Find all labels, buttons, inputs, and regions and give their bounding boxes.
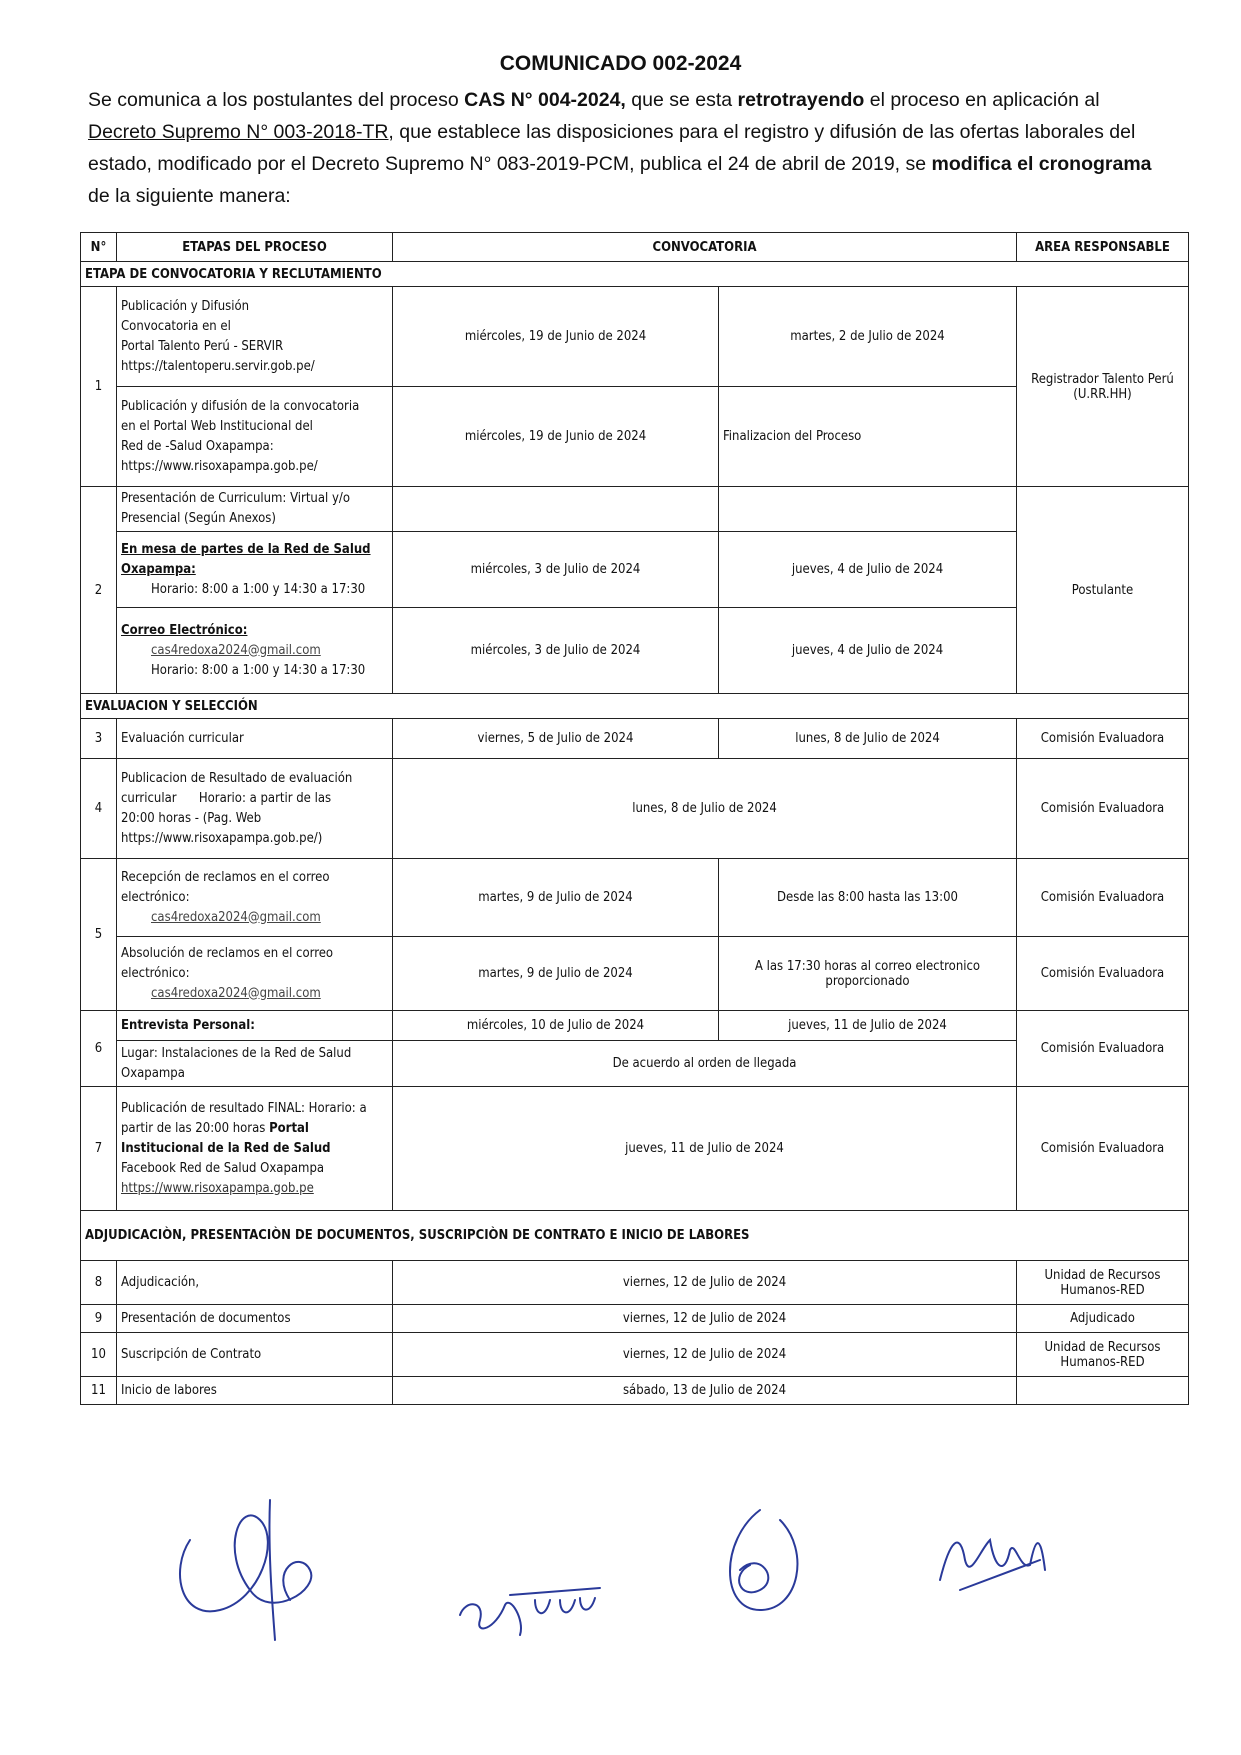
stage-link: https://www.risoxapampa.gob.pe/ — [121, 458, 318, 474]
stage-link: https://talentoperu.servir.gob.pe/ — [121, 358, 315, 374]
stage-line: Convocatoria en el — [121, 318, 231, 334]
empty-cell — [719, 487, 1017, 532]
stage-cell: Lugar: Instalaciones de la Red de Salud Oxapampa — [117, 1041, 393, 1087]
date-cell: jueves, 11 de Julio de 2024 — [393, 1087, 1017, 1211]
intro-text: Se comunica a los postulantes del proceso — [88, 89, 465, 111]
stage-line: 20:00 horas - (Pag. Web — [121, 810, 262, 826]
start-date: miércoles, 3 de Julio de 2024 — [393, 532, 719, 608]
end-date: jueves, 11 de Julio de 2024 — [719, 1011, 1017, 1041]
table-row — [81, 859, 1189, 937]
start-date: miércoles, 10 de Julio de 2024 — [393, 1011, 719, 1041]
page-title: COMUNICADO 002-2024 — [499, 52, 742, 75]
start-date: martes, 9 de Julio de 2024 — [393, 859, 719, 937]
stage-cell — [117, 937, 393, 1011]
section-row — [81, 694, 1189, 719]
row-number: 10 — [81, 1333, 117, 1377]
end-date: lunes, 8 de Julio de 2024 — [719, 719, 1017, 759]
table-row — [81, 759, 1189, 859]
stage-text: Publicación de resultado FINAL: Horario: a partir de las 20:00 horas — [121, 1100, 367, 1136]
stage-line: Portal Talento Perú - SERVIR — [121, 338, 284, 354]
stage-cell: Presentación de documentos — [117, 1305, 393, 1333]
start-date: miércoles, 3 de Julio de 2024 — [393, 608, 719, 694]
stage-title — [121, 540, 388, 580]
stage-cell — [117, 532, 393, 608]
section-evaluacion: EVALUACION Y SELECCIÓN — [81, 694, 1189, 719]
area-cell: Comisión Evaluadora — [1017, 1087, 1189, 1211]
row-number: 8 — [81, 1261, 117, 1305]
intro-text: el proceso en aplicación al — [864, 89, 1100, 111]
schedule-table — [80, 232, 1189, 1405]
table-row — [81, 937, 1189, 1011]
stage-hours: Horario: 8:00 a 1:00 y 14:30 a 17:30 — [151, 662, 366, 678]
area-cell: Comisión Evaluadora — [1017, 859, 1189, 937]
area-cell: Comisión Evaluadora — [1017, 1011, 1189, 1087]
intro-decreto: Decreto Supremo N° 003-2018-TR, — [88, 121, 394, 143]
area-cell: Comisión Evaluadora — [1017, 719, 1189, 759]
intro-text: que establece las disposiciones para el registro y difusión de las ofertas laborales del estado, modificado por el Decreto Supremo N° 083-2019-PCM, publica el 24 de abril de 2019, se — [88, 121, 1136, 175]
stage-cell — [117, 759, 393, 859]
date-cell: viernes, 12 de Julio de 2024 — [393, 1305, 1017, 1333]
stage-line: Publicacion de Resultado de evaluación — [121, 770, 353, 786]
table-row — [81, 487, 1189, 532]
row-number: 3 — [81, 719, 117, 759]
stage-cell: Evaluación curricular — [117, 719, 393, 759]
stage-line: Publicación y Difusión — [121, 298, 250, 314]
table-row — [81, 1377, 1189, 1405]
stage-title — [121, 621, 388, 641]
stage-line: Red de -Salud Oxapampa: — [121, 438, 274, 454]
stage-title: Entrevista Personal: — [121, 1017, 255, 1033]
empty-cell — [393, 487, 719, 532]
stage-cell — [117, 287, 393, 387]
row-number: 1 — [81, 287, 117, 487]
stage-cell — [117, 1011, 393, 1041]
header-stage: ETAPAS DEL PROCESO — [117, 233, 393, 262]
signature-1 — [150, 1480, 370, 1650]
section-row — [81, 262, 1189, 287]
email-text: cas4redoxa2024@gmail.com — [151, 909, 321, 925]
row-number: 6 — [81, 1011, 117, 1087]
stage-hours: Horario: 8:00 a 1:00 y 14:30 a 17:30 — [151, 581, 366, 597]
intro-text: de la siguiente manera: — [88, 185, 291, 207]
end-date: jueves, 4 de Julio de 2024 — [719, 608, 1017, 694]
table-row — [81, 287, 1189, 387]
email-text: cas4redoxa2024@gmail.com — [151, 985, 321, 1001]
start-date: miércoles, 19 de Junio de 2024 — [393, 387, 719, 487]
section-adjudicacion: ADJUDICACIÒN, PRESENTACIÒN DE DOCUMENTOS, SUSCRIPCIÒN DE CONTRATO E INICIO DE LABORES — [81, 1211, 1189, 1261]
stage-cell: Suscripción de Contrato — [117, 1333, 393, 1377]
section-row — [81, 1211, 1189, 1261]
end-date: A las 17:30 horas al correo electronico proporcionado — [719, 937, 1017, 1011]
stage-cell: Inicio de labores — [117, 1377, 393, 1405]
area-cell: Registrador Talento Perú (U.RR.HH) — [1017, 287, 1189, 487]
section-convocatoria: ETAPA DE CONVOCATORIA Y RECLUTAMIENTO — [81, 262, 1189, 287]
row-number: 2 — [81, 487, 117, 694]
stage-title-text: En mesa de partes de la Red de Salud Oxapampa: — [121, 541, 371, 577]
stage-cell: Adjudicación, — [117, 1261, 393, 1305]
stage-cell — [117, 608, 393, 694]
table-row — [81, 1011, 1189, 1041]
start-date: miércoles, 19 de Junio de 2024 — [393, 287, 719, 387]
stage-title-text: Correo Electrónico: — [121, 622, 248, 638]
date-cell: lunes, 8 de Julio de 2024 — [393, 759, 1017, 859]
table-row — [81, 1261, 1189, 1305]
header-convocatoria: CONVOCATORIA — [393, 233, 1017, 262]
stage-link: https://www.risoxapampa.gob.pe — [121, 1180, 314, 1196]
header-num: N° — [81, 233, 117, 262]
end-date: Desde las 8:00 hasta las 13:00 — [719, 859, 1017, 937]
stage-line: curricular Horario: a partir de las — [121, 790, 332, 806]
row-number: 5 — [81, 859, 117, 1011]
signature-2 — [450, 1560, 650, 1650]
intro-cas-number: CAS N° 004-2024, — [464, 89, 626, 111]
area-cell: Unidad de Recursos Humanos-RED — [1017, 1333, 1189, 1377]
intro-modifica: modifica el cronograma — [931, 153, 1152, 175]
note-cell: De acuerdo al orden de llegada — [393, 1041, 1017, 1087]
area-cell: Adjudicado — [1017, 1305, 1189, 1333]
stage-line: en el Portal Web Institucional del — [121, 418, 313, 434]
stage-line: Publicación y difusión de la convocatoria — [121, 398, 360, 414]
date-cell: viernes, 12 de Julio de 2024 — [393, 1261, 1017, 1305]
end-date: Finalizacion del Proceso — [719, 387, 1017, 487]
stage-line — [121, 1099, 388, 1159]
header-area: AREA RESPONSABLE — [1017, 233, 1189, 262]
stage-link: https://www.risoxapampa.gob.pe/) — [121, 830, 323, 846]
table-header-row — [81, 233, 1189, 262]
area-cell — [1017, 1377, 1189, 1405]
end-date: jueves, 4 de Julio de 2024 — [719, 532, 1017, 608]
table-row — [81, 1333, 1189, 1377]
table-row — [81, 1087, 1189, 1211]
stage-cell: Presentación de Curriculum: Virtual y/o Presencial (Según Anexos) — [117, 487, 393, 532]
stage-cell — [117, 387, 393, 487]
signature-3 — [700, 1490, 840, 1640]
stage-line: Recepción de reclamos en el correo electrónico: — [121, 869, 330, 905]
stage-line: Absolución de reclamos en el correo electrónico: — [121, 945, 334, 981]
stage-cell — [117, 859, 393, 937]
area-cell: Comisión Evaluadora — [1017, 759, 1189, 859]
stage-cell — [117, 1087, 393, 1211]
stage-bold: Portal Institucional de la Red de Salud — [121, 1120, 331, 1156]
row-number: 9 — [81, 1305, 117, 1333]
area-cell: Unidad de Recursos Humanos-RED — [1017, 1261, 1189, 1305]
stage-line: Facebook Red de Salud Oxapampa — [121, 1160, 325, 1176]
table-row — [81, 719, 1189, 759]
row-number: 4 — [81, 759, 117, 859]
table-row — [81, 1305, 1189, 1333]
row-number: 7 — [81, 1087, 117, 1211]
area-cell: Postulante — [1017, 487, 1189, 694]
intro-text: que se esta — [625, 89, 738, 111]
start-date: martes, 9 de Julio de 2024 — [393, 937, 719, 1011]
area-cell: Comisión Evaluadora — [1017, 937, 1189, 1011]
date-cell: viernes, 12 de Julio de 2024 — [393, 1333, 1017, 1377]
end-date: martes, 2 de Julio de 2024 — [719, 287, 1017, 387]
row-number: 11 — [81, 1377, 117, 1405]
email-text: cas4redoxa2024@gmail.com — [151, 642, 321, 658]
date-cell: sábado, 13 de Julio de 2024 — [393, 1377, 1017, 1405]
intro-retrotrayendo: retrotrayendo — [737, 89, 865, 111]
start-date: viernes, 5 de Julio de 2024 — [393, 719, 719, 759]
intro-paragraph — [88, 84, 1168, 212]
signature-4 — [920, 1500, 1070, 1610]
